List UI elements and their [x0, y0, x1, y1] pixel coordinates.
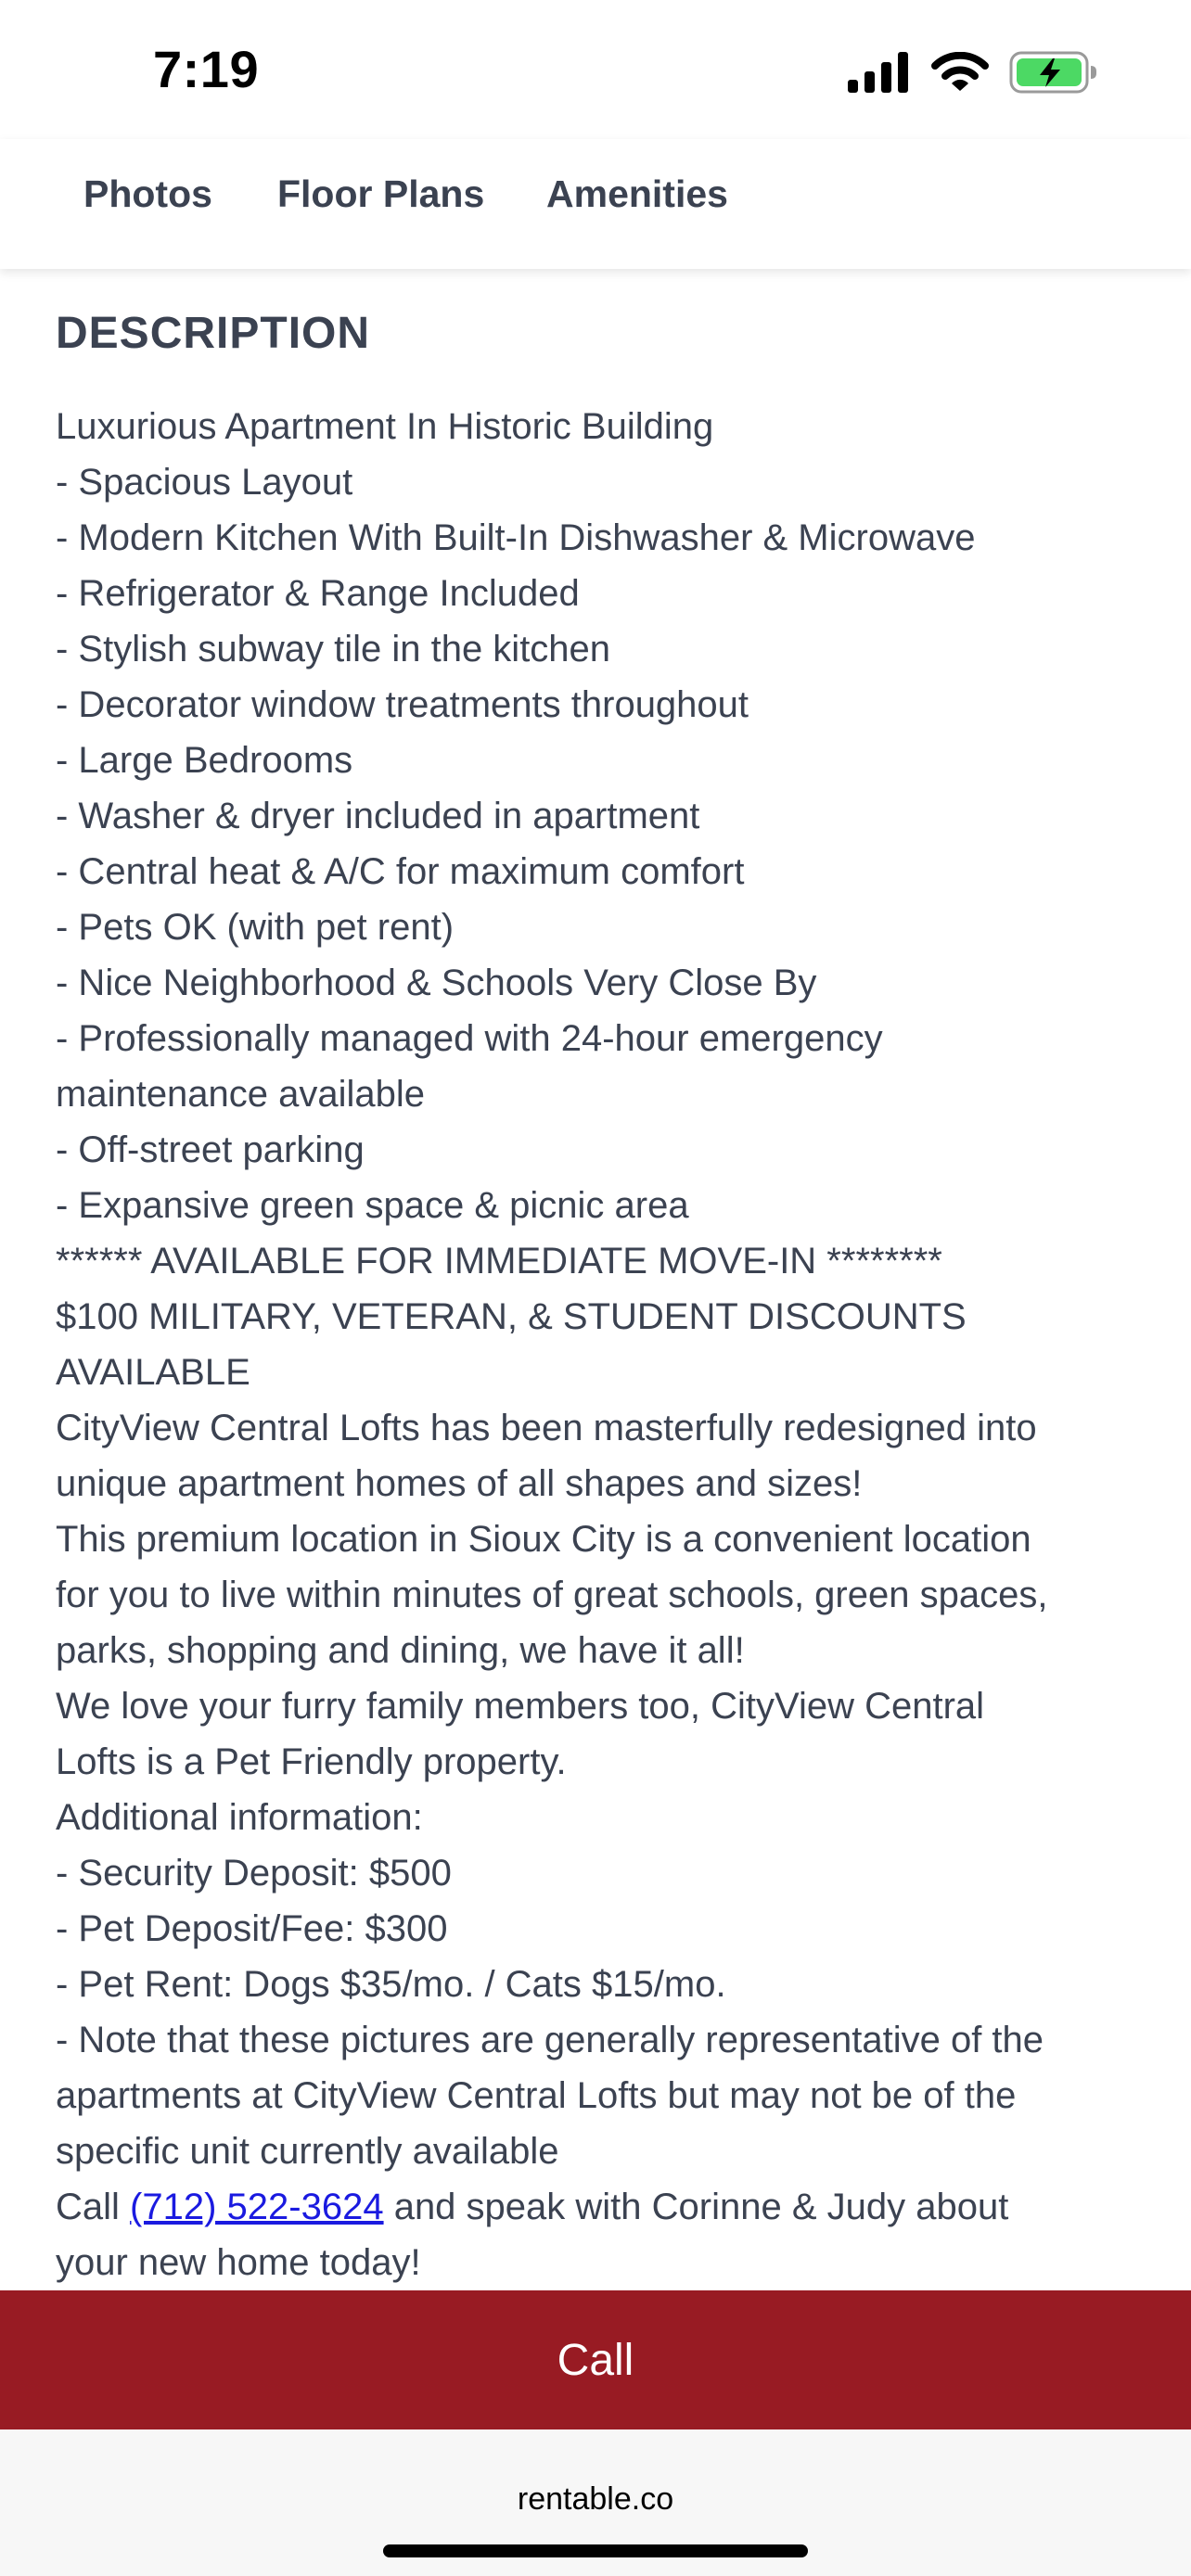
- description-line: AVAILABLE: [56, 1352, 250, 1393]
- tab-photos[interactable]: Photos: [83, 172, 212, 215]
- description-line: - Large Bedrooms: [56, 740, 353, 781]
- description-line: Additional information:: [56, 1797, 423, 1838]
- description-line: - Pet Deposit/Fee: $300: [56, 1908, 448, 1949]
- description-line: - Expansive green space & picnic area: [56, 1185, 689, 1226]
- status-time: 7:19: [153, 40, 260, 98]
- description-line: unique apartment homes of all shapes and sizes!: [56, 1463, 863, 1504]
- description-line: - Professionally managed with 24-hour emergency: [56, 1018, 883, 1059]
- description-line: - Modern Kitchen With Built-In Dishwasher & Microwave: [56, 517, 976, 558]
- home-indicator[interactable]: [383, 2544, 808, 2557]
- description-line: specific unit currently available: [56, 2131, 559, 2172]
- tab-bar: [0, 139, 1191, 269]
- description-line: Lofts is a Pet Friendly property.: [56, 1741, 567, 1782]
- description-line: - Pet Rent: Dogs $35/mo. / Cats $15/mo.: [56, 1964, 726, 2005]
- description-line: - Stylish subway tile in the kitchen: [56, 629, 611, 670]
- tab-floor-plans[interactable]: Floor Plans: [277, 172, 485, 215]
- description-line: - Washer & dryer included in apartment: [56, 796, 700, 836]
- browser-address-bar: [0, 2429, 1191, 2576]
- description-line: - Pets OK (with pet rent): [56, 907, 455, 948]
- status-icons: [848, 45, 1098, 100]
- description-text: [56, 399, 1159, 2290]
- call-line: [56, 2179, 1159, 2235]
- call-button[interactable]: Call: [0, 2290, 1191, 2429]
- description-line: ****** AVAILABLE FOR IMMEDIATE MOVE-IN ********: [56, 1241, 942, 1282]
- description-line: We love your furry family members too, CityView Central: [56, 1686, 985, 1727]
- description-line: - Security Deposit: $500: [56, 1853, 452, 1894]
- call-prefix-text: Call: [56, 2187, 131, 2227]
- description-line: for you to live within minutes of great schools, green spaces,: [56, 1575, 1048, 1615]
- listing-content: [0, 269, 1191, 2290]
- description-line: - Spacious Layout: [56, 462, 353, 503]
- description-line: your new home today!: [56, 2242, 421, 2283]
- url-text[interactable]: rentable.co: [517, 2481, 674, 2517]
- status-bar: [0, 0, 1191, 139]
- description-line: $100 MILITARY, VETERAN, & STUDENT DISCOUNTS: [56, 1296, 967, 1337]
- description-line: - Off-street parking: [56, 1129, 365, 1170]
- call-suffix-text: and speak with Corinne & Judy about: [383, 2187, 1009, 2227]
- description-line: - Refrigerator & Range Included: [56, 573, 580, 614]
- description-line: maintenance available: [56, 1074, 426, 1115]
- description-line: apartments at CityView Central Lofts but may not be of the: [56, 2075, 1017, 2116]
- phone-number-link[interactable]: (712) 522-3624: [130, 2187, 384, 2227]
- description-line: CityView Central Lofts has been masterfully redesigned into: [56, 1408, 1037, 1448]
- cellular-signal-icon: [848, 52, 911, 93]
- wifi-icon: [931, 52, 989, 93]
- description-line: - Central heat & A/C for maximum comfort: [56, 851, 745, 892]
- description-line: This premium location in Sioux City is a convenient location: [56, 1519, 1031, 1560]
- description-line: - Nice Neighborhood & Schools Very Close By: [56, 963, 817, 1003]
- description-line: - Decorator window treatments throughout: [56, 684, 749, 725]
- description-line: - Note that these pictures are generally representative of the: [56, 2020, 1044, 2060]
- description-line: Luxurious Apartment In Historic Building: [56, 406, 714, 447]
- description-line: parks, shopping and dining, we have it all!: [56, 1630, 745, 1671]
- battery-charging-icon: [1009, 51, 1098, 94]
- tab-amenities[interactable]: Amenities: [546, 172, 728, 215]
- section-heading-description: DESCRIPTION: [56, 309, 371, 358]
